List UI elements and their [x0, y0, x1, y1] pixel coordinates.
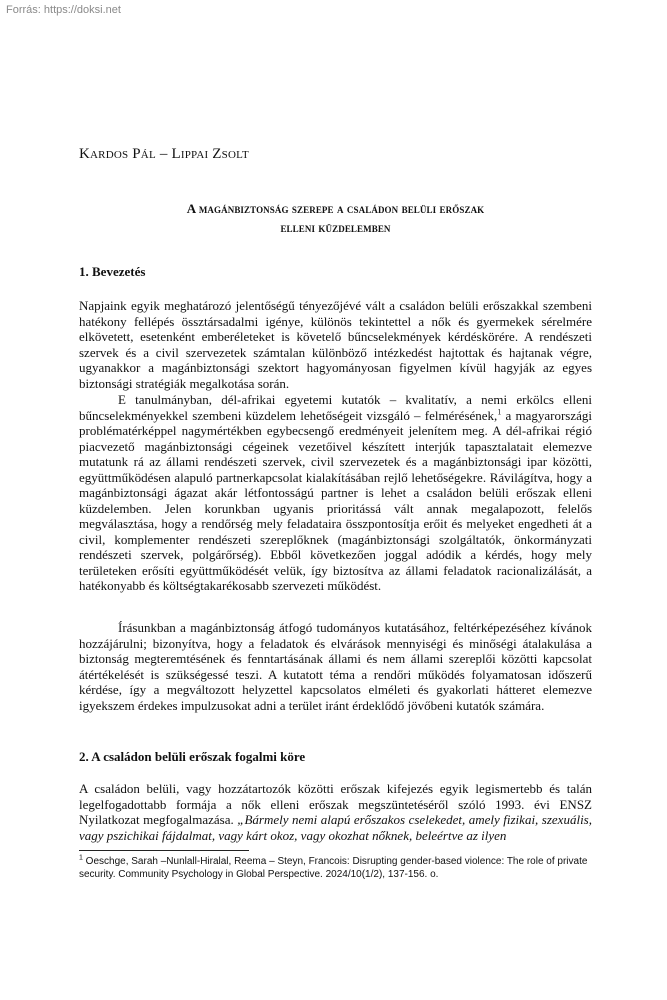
footnote-divider [79, 850, 249, 851]
article-title [79, 199, 592, 237]
intro-paragraph-2 [79, 392, 592, 594]
title-line-1: A magánbiztonság szerepe a családon belüli erőszak [186, 201, 485, 216]
source-watermark: Forrás: https://doksi.net [6, 4, 121, 16]
section-heading-definition: 2. A családon belüli erőszak fogalmi köre [79, 749, 306, 764]
definition-text: A családon belüli, vagy hozzátartozók közötti erőszak kifejezés egyik legismertebb és talán legelfogadottabb formája a nők elleni erőszak megszüntetéséről szóló 1993. évi ENSZ Nyilatkozat megfogalmazása. [79, 781, 592, 827]
intro-paragraph-2-text-a: E tanulmányban, dél-afrikai egyetemi kutatók – kvalitatív, a nemi erkölcs elleni bűncselekményekkel szembeni küzdelem lehetőségeit vizsgáló – felmérésének, [79, 392, 592, 423]
intro-paragraph-1: Napjaink egyik meghatározó jelentőségű tényezőjévé vált a családon belüli erőszakkal szembeni hatékony fellépés össztársadalmi igénye, különös tekintettel a nők és gyermekek sérelmére elkövetett, esetenként emberéleteket is követelő bűncselekmények kérdéskörére. A rendészeti szervek és a civil szervezetek számtalan különböző intézkedést hajtottak és hajtanak végre, ugyanakkor a magánbiztonsági szektort hagyományosan figyelmen kívül hagyják az egyes biztonsági stratégiák megalkotása során. [79, 298, 592, 391]
intro-paragraph-3: Írásunkban a magánbiztonság átfogó tudományos kutatásához, feltérképezéséhez kívánok hozzájárulni; bizonyítva, hogy a feladatok és elvárások mennyiségi és minőségi átalakulása a biztonság megteremtésének és fenntartásának állami és nem állami szereplői közötti kapcsolat átértékelését is szükségessé teszi. A kutatott téma a rendőri működés folyamatosan időszerű kérdése, így a megváltozott helyzettel kapcsolatos elméleti és gyakorlati hátteret elemezve igyekszem érdekes impulzusokat adni a terület iránt érdeklődő jövőbeni kutatók számára. [79, 620, 592, 713]
footnote-1 [79, 855, 592, 881]
footnote-text: Oeschge, Sarah –Nunlall-Hiralal, Reema – Steyn, Francois: Disrupting gender-based violence: The role of private security. Community Psychology in Global Perspective. 2024/10(1/2), 137-156. o. [79, 856, 588, 880]
definition-paragraph-1 [79, 781, 592, 843]
definition-quote: „Bármely nemi alapú erőszakos cselekedet, amely fizikai, szexuális, vagy pszichikai fájdalmat, vagy kárt okoz, vagy okozhat nőknek, beleértve az ilyen [79, 812, 592, 843]
author-line: Kardos Pál – Lippai Zsolt [79, 146, 249, 162]
footnote-reference-1[interactable]: 1 [497, 407, 502, 417]
footnote-marker: 1 [79, 854, 83, 862]
title-line-2: elleni küzdelemben [280, 220, 391, 235]
intro-paragraph-2-text-b: a magyarországi problématérképpel nagymértékben egybecsengő eredményeit jelenítem meg. A dél-afrikai régió piacvezető magánbiztonsági cégeinek vezetőivel készített interjúk tapasztalatait elemezve mutatunk rá az állami rendészeti szervek, civil szervezetek és a magánbiztonsági ipar közötti, együttműködésen alapuló partnerkapcsolat kialakításában rejlő lehetőségekre. Rávilágítva, hogy a magánbiztonsági ágazat akár létfontosságú partner is lehet a családon belüli erőszak elleni küzdelemben. Jelen korunkban ugyanis prioritássá vált annak megalapozott, felelős megválasztása, hogy a rendőrség mely feladataira összpontosítja erőit és melyeket engedheti át a civil, komplementer rendészeti szereplőknek (magánbiztonsági szolgáltatók, önkormányzati rendészeti szervek, polgárőrség). Ebből következően joggal adódik a kérdés, hogy mely területeken erősíti együttműködését velük, így biztosítva az állami feladatok racionalizálását, a hatékonyabb és költségtakarékosabb szervezeti működést. [79, 407, 593, 593]
section-heading-introduction: 1. Bevezetés [79, 264, 146, 279]
